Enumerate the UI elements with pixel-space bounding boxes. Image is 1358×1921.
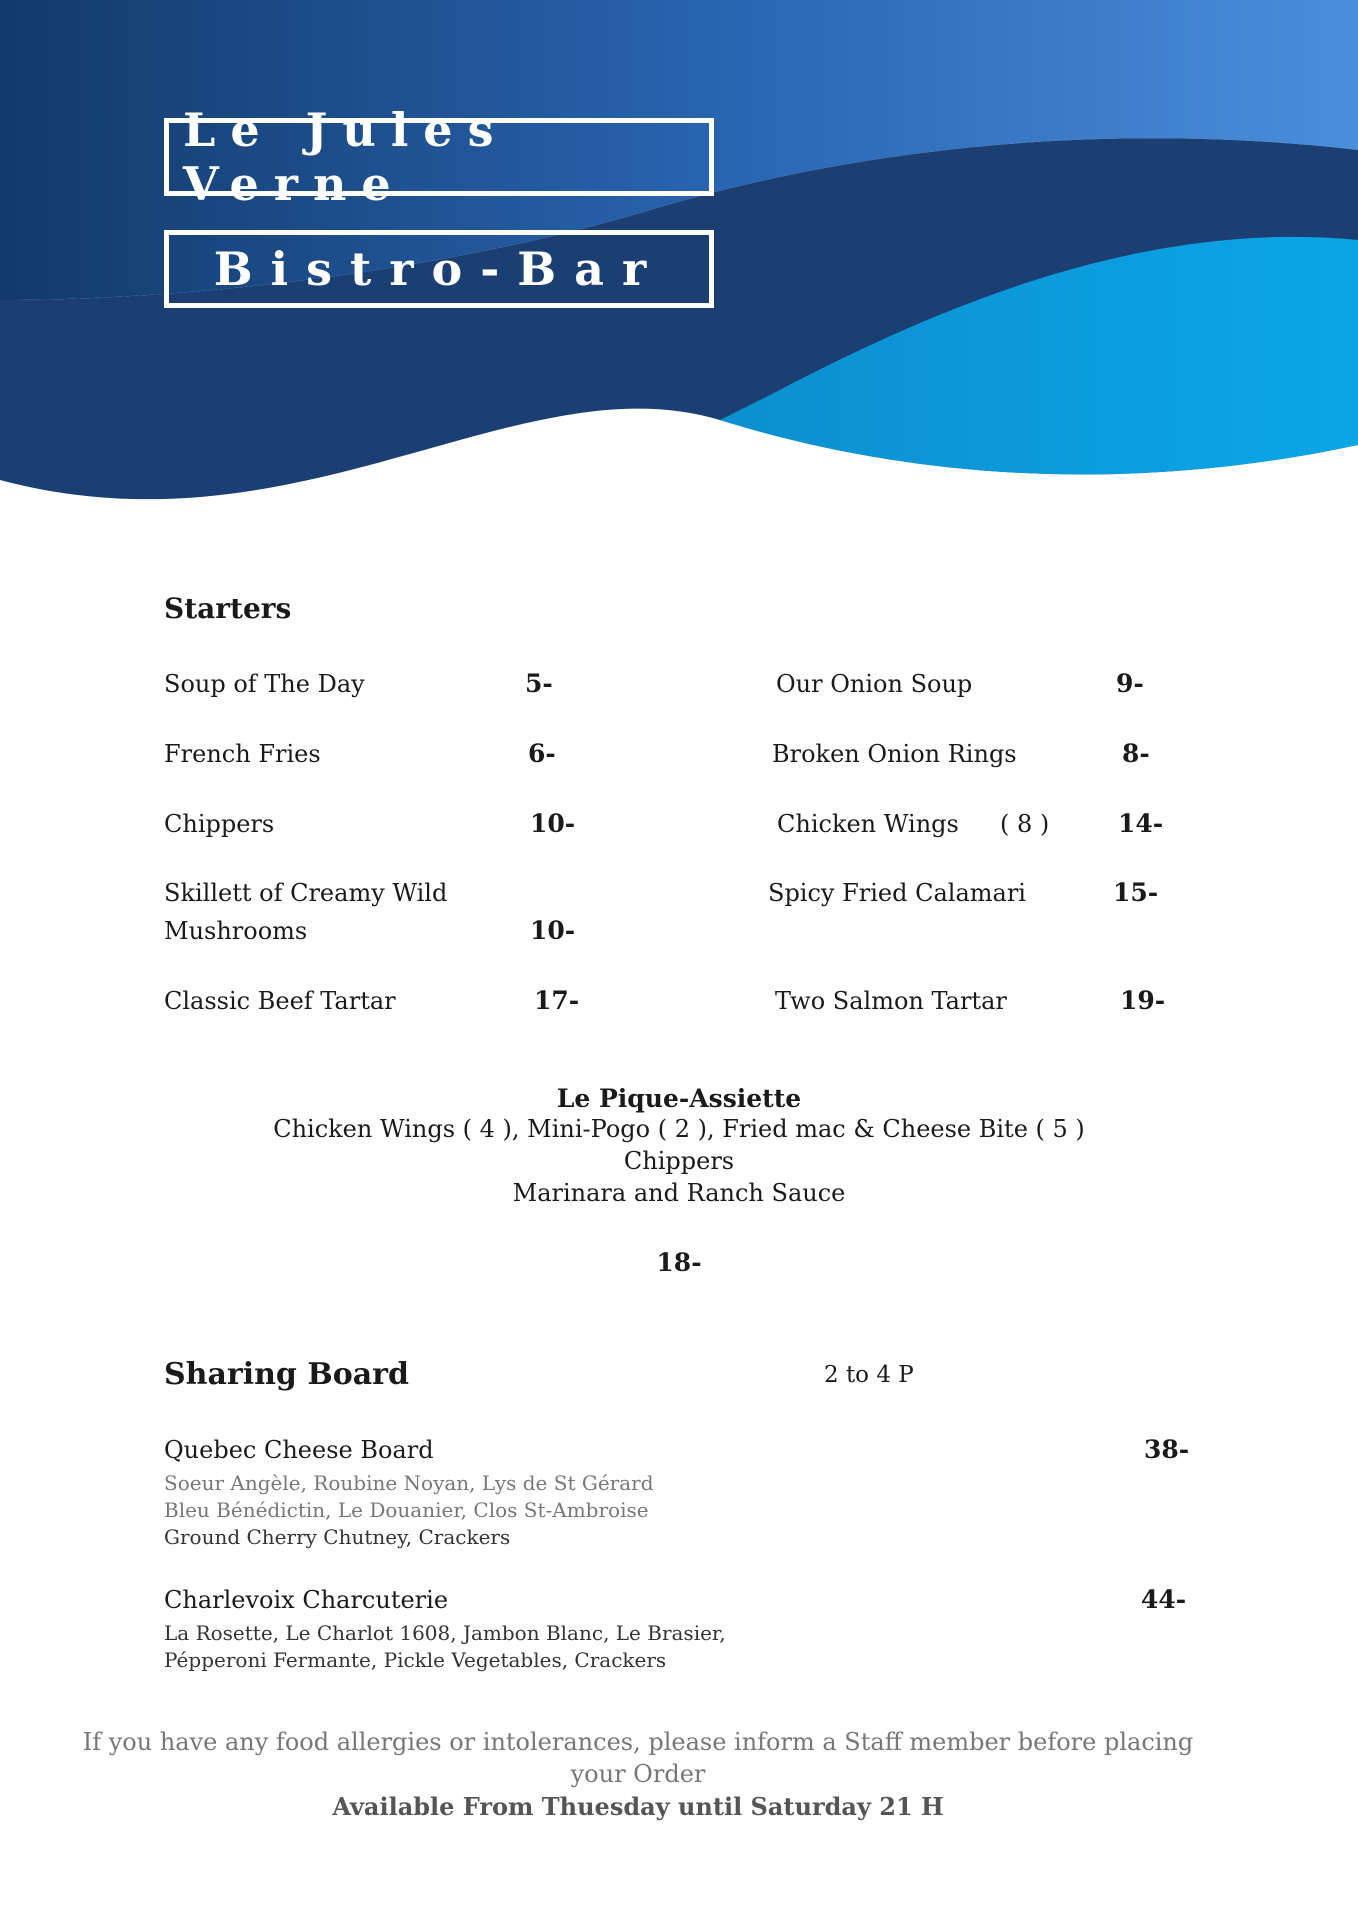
menu-item-price: 44- xyxy=(1141,1585,1187,1614)
allergy-notice-continued: your Order xyxy=(570,1760,706,1788)
pique-assiette-heading: Le Pique-Assiette xyxy=(556,1084,802,1113)
sharing-board-serving-size: 2 to 4 P xyxy=(824,1362,914,1388)
menu-item-description: Bleu Bénédictin, Le Douanier, Clos St-Ambroise xyxy=(164,1498,649,1522)
menu-item-price: 15- xyxy=(1113,878,1159,907)
menu-item-description: La Rosette, Le Charlot 1608, Jambon Blanc, Le Brasier, xyxy=(164,1621,726,1645)
menu-item-name: Our Onion Soup xyxy=(776,670,973,698)
availability-notice: Available From Thuesday until Saturday 21 H xyxy=(332,1792,944,1821)
menu-item-price: 10- xyxy=(530,809,576,838)
allergy-notice: If you have any food allergies or intolerances, please inform a Staff member before placing xyxy=(82,1728,1194,1756)
pique-assiette-line: Chicken Wings ( 4 ), Mini-Pogo ( 2 ), Fried mac & Cheese Bite ( 5 ) xyxy=(273,1115,1085,1143)
menu-item-price: 38- xyxy=(1144,1435,1190,1464)
menu-item-price: 6- xyxy=(528,739,556,768)
menu-item-name: Two Salmon Tartar xyxy=(775,987,1007,1015)
menu-item-price: 10- xyxy=(530,916,576,945)
pique-assiette-line: Chippers xyxy=(623,1147,735,1175)
pique-assiette-price: 18- xyxy=(656,1248,702,1277)
menu-item-name: French Fries xyxy=(164,740,321,768)
menu-item-name: Soup of The Day xyxy=(164,670,365,698)
menu-item-quantity: ( 8 ) xyxy=(1000,810,1050,838)
restaurant-type: Bistro-Bar xyxy=(164,230,714,308)
menu-item-price: 19- xyxy=(1120,986,1166,1015)
menu-item-price: 14- xyxy=(1118,809,1164,838)
menu-item-name-continued: Mushrooms xyxy=(164,917,308,945)
starters-heading: Starters xyxy=(164,592,292,625)
menu-item-price: 5- xyxy=(525,669,553,698)
menu-item-name: Broken Onion Rings xyxy=(772,740,1017,768)
menu-item-description: Soeur Angèle, Roubine Noyan, Lys de St Gérard xyxy=(164,1471,654,1495)
menu-item-description: Ground Cherry Chutney, Crackers xyxy=(164,1525,511,1549)
menu-item-name: Chippers xyxy=(164,810,275,838)
menu-item-name: Quebec Cheese Board xyxy=(164,1436,434,1464)
menu-item-price: 9- xyxy=(1116,669,1144,698)
sharing-board-heading: Sharing Board xyxy=(164,1357,409,1392)
menu-item-name: Classic Beef Tartar xyxy=(164,987,396,1015)
menu-item-name: Chicken Wings xyxy=(777,810,959,838)
menu-item-name: Charlevoix Charcuterie xyxy=(164,1586,449,1614)
menu-item-price: 17- xyxy=(534,986,580,1015)
restaurant-name: Le Jules Verne xyxy=(164,118,714,196)
pique-assiette-line: Marinara and Ranch Sauce xyxy=(512,1179,846,1207)
menu-item-name: Skillett of Creamy Wild xyxy=(164,879,448,907)
menu-item-price: 8- xyxy=(1122,739,1150,768)
menu-item-name: Spicy Fried Calamari xyxy=(768,879,1026,907)
menu-item-description: Pépperoni Fermante, Pickle Vegetables, Crackers xyxy=(164,1648,667,1672)
